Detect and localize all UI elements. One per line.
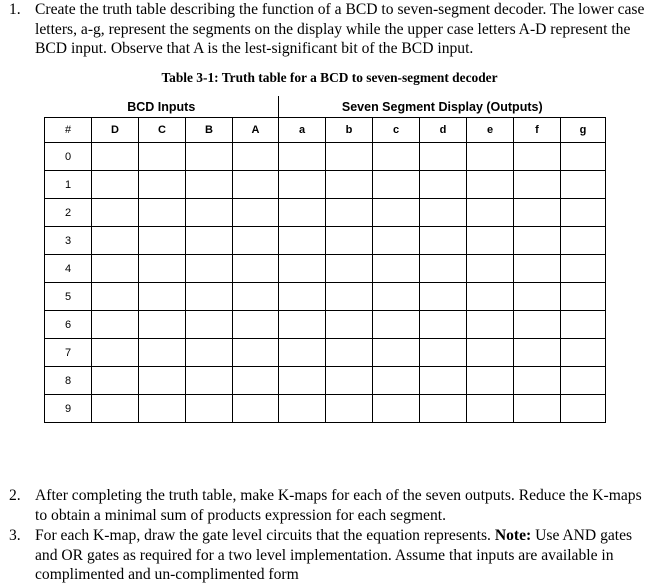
column-header-f: f [514, 118, 561, 143]
column-header-c: c [373, 118, 420, 143]
table-cell-b [326, 171, 373, 199]
question-3-text [35, 526, 647, 585]
table-cell-d [420, 367, 467, 395]
table-cell-A [233, 199, 279, 227]
table-cell-B [186, 339, 233, 367]
table-cell-g [561, 143, 606, 171]
row-number-cell: 7 [45, 339, 92, 367]
table-row [45, 339, 606, 367]
question-1-number: 1. [9, 1, 21, 18]
table-cell-c [373, 255, 420, 283]
column-header-b: b [326, 118, 373, 143]
table-cell-d [420, 283, 467, 311]
table-cell-e [467, 339, 514, 367]
table-cell-f [514, 311, 561, 339]
table-cell-e [467, 227, 514, 255]
table-cell-D [92, 339, 139, 367]
question-3-text-after: Use AND gates and OR gates as required for a two level implementation. Assume that inputs are available in complimented and un-complimented form [35, 527, 633, 584]
table-cell-C [139, 143, 186, 171]
table-cell-a [279, 227, 326, 255]
table-row [45, 283, 606, 311]
table-cell-C [139, 283, 186, 311]
table-cell-f [514, 143, 561, 171]
column-header-number: # [45, 118, 92, 143]
table-cell-f [514, 199, 561, 227]
table-cell-A [233, 171, 279, 199]
table-cell-g [561, 199, 606, 227]
table-cell-g [561, 367, 606, 395]
table-cell-B [186, 395, 233, 423]
table-cell-e [467, 283, 514, 311]
column-header-e: e [467, 118, 514, 143]
column-header-g: g [561, 118, 606, 143]
table-cell-c [373, 227, 420, 255]
table-cell-a [279, 143, 326, 171]
column-header-a: a [279, 118, 326, 143]
truth-table [44, 96, 606, 423]
table-cell-d [420, 143, 467, 171]
table-row [45, 311, 606, 339]
table-cell-D [92, 255, 139, 283]
table-cell-f [514, 395, 561, 423]
table-cell-e [467, 395, 514, 423]
table-cell-g [561, 255, 606, 283]
table-cell-f [514, 283, 561, 311]
table-cell-b [326, 395, 373, 423]
row-number-cell: 6 [45, 311, 92, 339]
table-cell-c [373, 283, 420, 311]
table-cell-b [326, 199, 373, 227]
table-cell-e [467, 171, 514, 199]
table-cell-d [420, 311, 467, 339]
table-cell-b [326, 283, 373, 311]
table-cell-d [420, 171, 467, 199]
table-cell-d [420, 199, 467, 227]
table-cell-f [514, 367, 561, 395]
seven-segment-outputs-header: Seven Segment Display (Outputs) [279, 96, 606, 118]
table-cell-c [373, 395, 420, 423]
table-cell-b [326, 339, 373, 367]
table-cell-a [279, 395, 326, 423]
table-cell-B [186, 143, 233, 171]
table-cell-B [186, 367, 233, 395]
column-header-d: d [420, 118, 467, 143]
question-3-note-label: Note: [494, 527, 532, 544]
question-1-text: Create the truth table describing the function of a BCD to seven-segment decoder. The lower case letters, a-g, represent the segments on the display while the upper case letters A-D represent the BCD input. Observe that A is the lest-significant bit of the BCD input. [35, 1, 645, 58]
column-header-C: C [139, 118, 186, 143]
table-cell-a [279, 255, 326, 283]
table-cell-D [92, 227, 139, 255]
table-cell-A [233, 143, 279, 171]
row-number-cell: 0 [45, 143, 92, 171]
table-cell-d [420, 395, 467, 423]
table-cell-b [326, 227, 373, 255]
table-cell-c [373, 311, 420, 339]
table-cell-c [373, 171, 420, 199]
table-cell-B [186, 171, 233, 199]
row-number-cell: 4 [45, 255, 92, 283]
column-header-D: D [92, 118, 139, 143]
table-cell-D [92, 143, 139, 171]
table-cell-B [186, 311, 233, 339]
table-cell-B [186, 227, 233, 255]
table-cell-f [514, 171, 561, 199]
table-cell-D [92, 395, 139, 423]
table-cell-D [92, 367, 139, 395]
row-number-cell: 1 [45, 171, 92, 199]
table-cell-B [186, 199, 233, 227]
question-2-number: 2. [9, 487, 21, 504]
table-cell-d [420, 339, 467, 367]
table-cell-A [233, 283, 279, 311]
table-cell-g [561, 283, 606, 311]
question-3-text-before: For each K-map, draw the gate level circuits that the equation represents. [35, 527, 495, 544]
table-cell-D [92, 199, 139, 227]
table-cell-g [561, 227, 606, 255]
table-cell-C [139, 395, 186, 423]
table-cell-e [467, 367, 514, 395]
table-cell-e [467, 199, 514, 227]
table-cell-a [279, 339, 326, 367]
table-cell-e [467, 255, 514, 283]
table-cell-d [420, 255, 467, 283]
table-cell-f [514, 227, 561, 255]
table-caption: Table 3-1: Truth table for a BCD to seven-segment decoder [161, 70, 498, 85]
table-cell-g [561, 311, 606, 339]
table-cell-A [233, 311, 279, 339]
table-cell-g [561, 395, 606, 423]
table-cell-d [420, 227, 467, 255]
table-cell-A [233, 339, 279, 367]
table-cell-B [186, 255, 233, 283]
table-cell-B [186, 283, 233, 311]
table-row [45, 143, 606, 171]
table-cell-b [326, 255, 373, 283]
question-3-number: 3. [9, 527, 21, 544]
table-cell-C [139, 255, 186, 283]
table-cell-a [279, 367, 326, 395]
row-number-cell: 5 [45, 283, 92, 311]
question-2-text: After completing the truth table, make K-maps for each of the seven outputs. Reduce the K-maps to obtain a minimal sum of products expression for each segment. [35, 487, 642, 524]
table-cell-a [279, 199, 326, 227]
bcd-inputs-header: BCD Inputs [45, 96, 279, 118]
table-cell-C [139, 227, 186, 255]
table-cell-c [373, 143, 420, 171]
table-cell-a [279, 311, 326, 339]
table-cell-f [514, 255, 561, 283]
row-number-cell: 8 [45, 367, 92, 395]
table-cell-C [139, 367, 186, 395]
table-cell-C [139, 311, 186, 339]
table-cell-b [326, 143, 373, 171]
table-row [45, 199, 606, 227]
table-cell-g [561, 171, 606, 199]
table-row [45, 171, 606, 199]
row-number-cell: 2 [45, 199, 92, 227]
table-row [45, 255, 606, 283]
table-cell-A [233, 227, 279, 255]
column-header-B: B [186, 118, 233, 143]
table-cell-D [92, 283, 139, 311]
table-row [45, 395, 606, 423]
table-cell-e [467, 311, 514, 339]
table-cell-A [233, 395, 279, 423]
table-cell-a [279, 283, 326, 311]
column-header-A: A [233, 118, 279, 143]
table-row [45, 367, 606, 395]
table-cell-c [373, 367, 420, 395]
table-cell-C [139, 339, 186, 367]
table-cell-e [467, 143, 514, 171]
table-cell-a [279, 171, 326, 199]
table-cell-A [233, 367, 279, 395]
table-cell-c [373, 339, 420, 367]
table-cell-D [92, 171, 139, 199]
row-number-cell: 3 [45, 227, 92, 255]
table-cell-f [514, 339, 561, 367]
row-number-cell: 9 [45, 395, 92, 423]
table-cell-c [373, 199, 420, 227]
table-cell-A [233, 255, 279, 283]
table-cell-g [561, 339, 606, 367]
table-cell-b [326, 367, 373, 395]
table-cell-C [139, 199, 186, 227]
table-row [45, 227, 606, 255]
table-cell-D [92, 311, 139, 339]
table-cell-C [139, 171, 186, 199]
table-cell-b [326, 311, 373, 339]
truth-table-container [44, 96, 606, 423]
